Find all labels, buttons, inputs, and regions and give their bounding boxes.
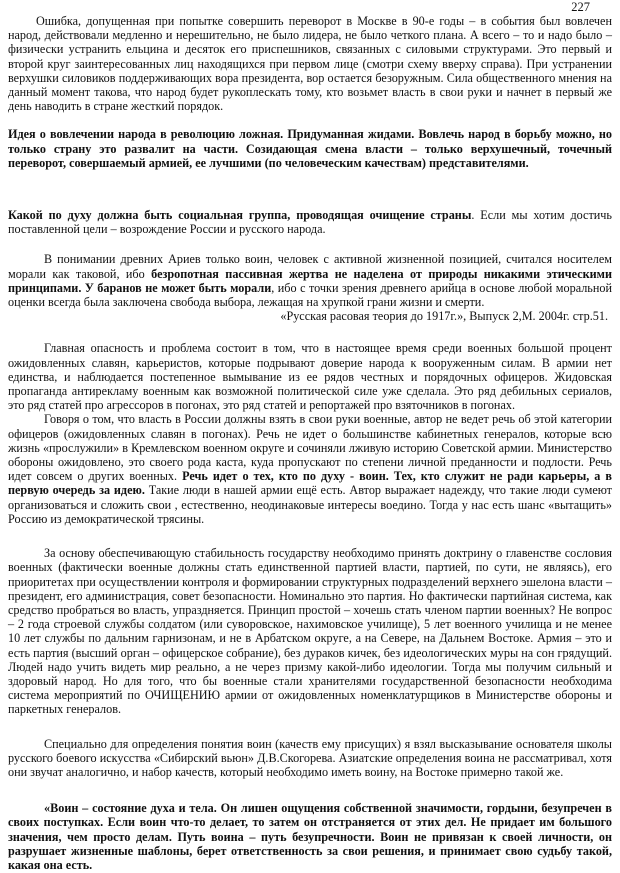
paragraph-coup-error: Ошибка, допущенная при попытке совершить переворот в Москве в 90-е годы – в события был вовлечен народ, действовали медленно и нерешительно, не было лидера, не было четкого плана. А всего – то и надо было – физически устранить ельцина и десяток его приспешников, связанных с силовыми структурами. Это первый и второй круг заинтересованных лиц находящихся при первом лице (смотри схему вверху справа). При устранении верхушки силовиков поддерживающих вора президента, вор остается безоружным. Сила общественного мнения на данный момент такова, что народ будет рукоплескать тому, кто возьмет власть в свои руки и начнет в первый же день наводить в стране жесткий порядок. [8, 14, 612, 114]
military-text-a: Говоря о том, что власть в России должны взять в свои руки военные, автор не ведет речь об этой категории офицеров (ожидовленных славян в погонах). Речь не идет о большинстве кабинетных генералов, которые всю жизнь «прослужили» в Кремлевском военном округе и сочиняли лживую историю Советской армии. Министерство обороны ожидовлено, это своего рода каста, куда пропускают по степени личной преданности и подлости. Речь идет совсем о других военных. [8, 412, 612, 484]
source-citation: «Русская расовая теория до 1917г.», Выпуск 2,М. 2004г. стр.51. [280, 309, 608, 324]
paragraph-idea-bold [8, 127, 612, 170]
aryans-bold: безропотная пассивная жертва не наделена от природы никакими этическими принципами. У баранов не может быть морали [8, 266, 612, 295]
military-text-c: Такие люди в нашей армии ещё есть. Автор выражает надежду, что такие люди сумеют организоваться и сложить свои , естественно, неодинаковые интересы воедино. Тогда у нас есть шанс «вытащить» Россию из демократической трясины. [8, 483, 612, 526]
page-number: 227 [571, 0, 590, 14]
paragraph-social-group [8, 208, 612, 236]
paragraph-warrior-definition: Специально для определения понятия воин (качеств ему присущих) я взял высказывание основателя школы русского боевого искусства «Сибирский вьюн» Д.В.Скогорева. Азиатские определения воина не рассматривал, хотя они звучат аналогично, и набор качеств, который необходимо иметь воину, на Востоке примерно такой же. [8, 736, 612, 779]
paragraph-doctrine: За основу обеспечивающую стабильность государству необходимо принять доктрину о главенстве сословия военных (фактически военные должны стать единственной партией власти, партией, по сути, не являясь), его приоритетах при осуществлении контроля и формировании структурных подразделений верхнего эшелона власти – президент, его администрация, совет безопасности. Номинально это партия. Но фактически партийная система, как средство пробраться во власть, упраздняется. Принцип простой – хочешь стать членом партии военных? Не вопрос – 2 года строевой службы солдатом (или суворовское, нахимовское училище), 5 лет военного училища и не менее 10 лет службы по дальним гарнизонам, и не в Арбатском округе, а на Севере, на Дальнем Востоке. Армия – это и есть партия (высший орган – офицерское собрание), без дураков кичек, без идеологических муры на сон грядущий. Людей надо учить видеть мир реально, а не через призму какой-либо идеологии. Тогда мы получим сильный и здоровый народ. Но для того, что бы военные стали хранителями государственной безопасности необходима система мероприятий по ОЧИЩЕНИЮ армии от ожидовленных номенклатурщиков в Министерстве обороны и паркетных генералов. [8, 546, 612, 717]
social-group-text: . Если мы хотим достичь поставленной цели – возрождение России и русского народа. [8, 208, 612, 237]
aryans-text-a: В понимании древних Ариев только воин, человек с активной жизненной позицией, считался носителем морали как таковой, ибо [8, 252, 612, 281]
warrior-quote-bold: «Воин – состояние духа и тела. Он лишен ощущения собственной значимости, гордыни, безупречен в своих поступках. Если воин что-то делает, то затем он отстраняется от этих дел. Не придает им большого значения, чем просто делам. Путь воина – путь безупречности. Воин не привязан к своей личности, он разрушает жизненные шаблоны, берет ответственность за свои решения, и принимает свою судьбу такой, какая она есть. [8, 801, 612, 872]
aryans-text-c: , ибо с точки зрения древнего арийца в основе любой моральной оценки всегда была заключена свобода выбора, лежащая на хрупкой грани жизни и смерти. [8, 280, 612, 310]
paragraph-aryans [8, 252, 612, 309]
paragraph-main-danger: Главная опасность и проблема состоит в том, что в настоящее время среди военных большой процент ожидовленных славян, карьеристов, которые подрывают доверие народа к вооруженным силам. В армии нет единства, и наблюдается постепенное вымывание из ее рядов честных и порядочных офицеров. Жидовская пропаганда антирекламу военным как возможной политической силе уже сделала. Это ряд дебильных сериалов, это ряд статей про агрессоров в погонах, это ряд статей и репортажей про взяточников в погонах. [8, 341, 612, 413]
military-bold: Речь идет о тех, кто по духу - воин. Тех, кто служит не ради карьеры, а в первую очередь за идею. [8, 469, 612, 498]
social-group-heading: Какой по духу должна быть социальная группа, проводящая очищение страны [8, 208, 472, 223]
paragraph-warrior-quote [8, 801, 612, 872]
paragraph-military-power [8, 412, 612, 526]
bold-statement: Идея о вовлечении народа в революцию ложная. Придуманная жидами. Вовлечь народ в борьбу можно, но только страну это развалит на части. Созидающая смена власти – только верхушечный, точечный переворот, совершаемый армией, ее лучшими (по человеческим качествам) представителями. [8, 127, 612, 170]
